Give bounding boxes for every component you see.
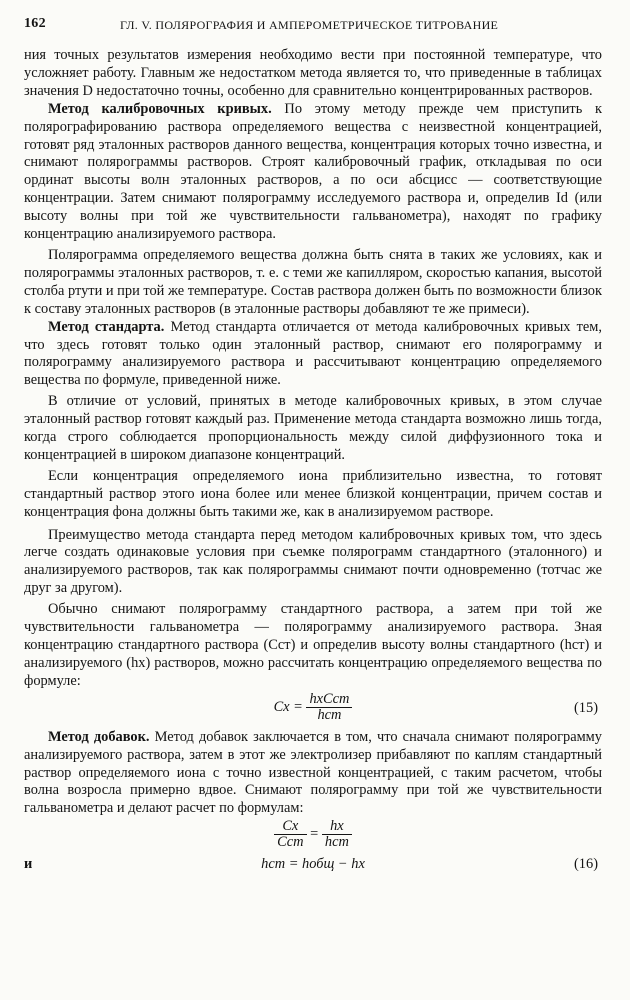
eq16a-left-numerator: Cx: [274, 819, 306, 835]
additions-method-text: Метод добавок заключается в том, что сначала снимают полярограмму анализируемого раствора, затем в этот же электролизер прибавляют по каплям стандартный раствор определяемого иона с точно известной концентрацией, с таким расчетом, чтобы волна возросла примерно вдвое. Снимают полярограмму при той же чувствительности гальванометра и делают расчет по формулам:: [24, 728, 602, 817]
eq15-fraction: [306, 692, 352, 723]
calibration-method-text: По этому методу прежде чем приступить к полярографированию раствора определяемого вещества с неизвестной концентрацией, готовят ряд эталонных растворов данного вещества, концентрация которых точно известна, и снимают полярограммы растворов. Строят калибровочный график, откладывая по оси ординат высоты волн эталонных растворов, а по оси абсцисс — соответствующие концентрации. Затем снимают полярограмму исследуемого раствора и, определив Id (или высоту волны при той же чувствительности гальванометра), находят по графику концентрацию анализируемого раствора.: [24, 100, 602, 243]
running-title: ГЛ. V. ПОЛЯРОГРАФИЯ И АМПЕРОМЕТРИЧЕСКОЕ ТИТРОВАНИЕ: [120, 18, 499, 32]
eq16a-right-denominator: hст: [324, 834, 349, 851]
eq15-denominator: hст: [317, 706, 342, 723]
eq16a-left-fraction: [274, 819, 306, 850]
paragraph-conditions: Полярограмма определяемого вещества должна быть снята в таких же условиях, как и полярограммы эталонных растворов, т. е. с теми же капилляром, скоростью капания, высотой столба ртути и при той же температуре. Состав раствора должен быть по возможности близок к составу эталонных растворов (в эталонные растворы добавляют те же примеси).: [24, 246, 602, 317]
equals-sign: =: [310, 826, 319, 843]
equation-15: [24, 692, 602, 726]
paragraph-known-concentration: Если концентрация определяемого иона приблизительно известна, то готовят стандартный раствор этого иона более или менее близкой концентрации, причем состав и концентрация фона должны быть такими же, как в анализируемом растворе.: [24, 467, 602, 520]
paragraph-standard-method: [24, 319, 602, 391]
eq16a-left-denominator: Cст: [277, 834, 304, 851]
paragraph-additions-method: [24, 729, 602, 819]
paragraph-continuation: ния точных результатов измерения необходимо вести при постоянной температуре, что усложняет работу. Главным же недостатком метода является то, что приведенные в таблицах значения D недостаточно точны, особенно для сравнительно концентрированных растворов.: [24, 47, 602, 99]
conjunction: и: [24, 856, 33, 873]
heading-additions-method: Метод добавок.: [48, 728, 150, 745]
page-body: [24, 47, 602, 876]
eq16-number: (16): [574, 856, 598, 873]
paragraph-advantage: Преимущество метода стандарта перед методом калибровочных кривых том, что здесь легче создать одинаковые условия при съемке полярограмм стандартного (эталонного) и анализируемого растворов, так как полярограммы снимают почти одновременно (тотчас же друг за другом).: [24, 526, 602, 597]
heading-calibration-method: Метод калибровочных кривых.: [48, 100, 272, 117]
eq15-numerator: hxCст: [306, 692, 352, 708]
eq16a-right-fraction: [322, 819, 352, 850]
equation-16b: [24, 854, 602, 876]
page-header: [24, 16, 602, 36]
eq16b-expression: hст = hобщ − hx: [261, 856, 365, 873]
eq15-number: (15): [574, 699, 598, 716]
heading-standard-method: Метод стандарта.: [48, 318, 165, 335]
standard-method-text: Метод стандарта отличается от метода калибровочных кривых тем, что здесь готовят только один эталонный раствор, снимают его полярограмму и полярограмму анализируемого раствора и рассчитывают концентрацию определяемого вещества по формуле, приведенной ниже.: [24, 318, 602, 389]
eq15-lhs: Cx =: [273, 698, 303, 715]
paragraph-calibration-method: [24, 101, 602, 244]
equation-16a: [24, 819, 602, 853]
paragraph-procedure: Обычно снимают полярограмму стандартного раствора, а затем при той же чувствительности гальванометра — полярограмму анализируемого раствора. Зная концентрацию стандартного раствора (Cст) и определив высоту волны стандартного (hст) и анализируемого (hx) растворов, можно рассчитать концентрацию определяемого вещества по формуле:: [24, 601, 602, 689]
page-number: 162: [24, 16, 46, 31]
paragraph-difference: В отличие от условий, принятых в методе калибровочных кривых, в этом случае эталонный раствор готовят каждый раз. Применение метода стандарта возможно лишь тогда, когда строго соблюдается пропорциональность между силой диффузионного тока и концентрацией в широком диапазоне концентраций.: [24, 393, 602, 463]
eq16a-right-numerator: hx: [322, 819, 352, 835]
